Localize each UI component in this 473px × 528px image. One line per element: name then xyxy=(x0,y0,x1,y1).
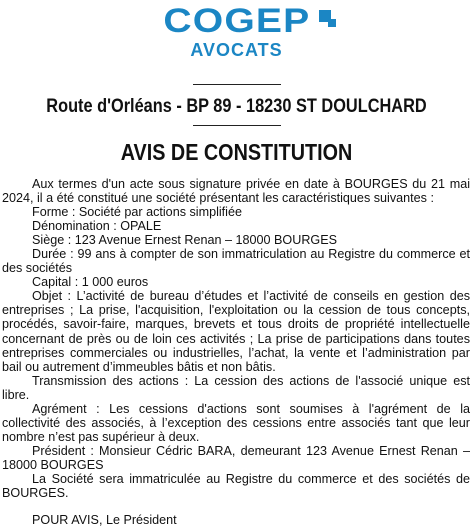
logo-subtitle: AVOCATS xyxy=(190,40,283,60)
notice-body xyxy=(2,177,470,527)
paragraph-forme: Forme : Société par actions simplifiée xyxy=(32,205,242,220)
paragraph-capital: Capital : 1 000 euros xyxy=(32,275,149,290)
paragraph-siege: Siège : 123 Avenue Ernest Renan – 18000 BOURGES xyxy=(32,233,338,248)
signature-line: POUR AVIS, Le Président xyxy=(32,513,177,528)
divider-middle xyxy=(193,125,281,126)
firm-address: Route d'Orléans - BP 89 - 18230 ST DOULCHARD xyxy=(46,96,427,117)
paragraph-duree: Durée : 99 ans à compter de son immatriculation au Registre du commerce et des sociétés xyxy=(2,247,470,276)
logo-wordmark: COGEP xyxy=(163,2,310,40)
paragraph-immatriculation: La Société sera immatriculée au Registre du commerce et des sociétés de BOURGES. xyxy=(2,471,470,501)
logo-square-mark-icon xyxy=(319,10,339,30)
paragraph-president: Président : Monsieur Cédric BARA, demeurant 123 Avenue Ernest Renan – 18000 BOURGES xyxy=(2,443,470,472)
paragraph-intro: Aux termes d'un acte sous signature privée en date à BOURGES du 21 mai 2024, il a été constitué une société présentant les caractéristiques suivantes : xyxy=(2,177,470,206)
paragraph-transmission: Transmission des actions : La cession des actions de l'associé unique est libre. xyxy=(2,373,470,402)
paragraph-objet: Objet : L’activité de bureau d’études et l’activité de conseils en gestion des entreprises ; La prise, l'acquisition, l'exploitation ou la cession de tous concepts, procédés, savoir-faire, marques, brevets et tous droits de propriété intellectuelle concernant de près ou de loin ces activités ; La prise de participations dans toutes entreprises commerciales ou industrielles, l’achat, la vente et l’administration par bail ou autrement d’immeubles bâtis et non bâtis. xyxy=(2,289,470,374)
cogep-logo xyxy=(0,4,473,61)
divider-top xyxy=(193,84,281,85)
paragraph-agrement: Agrément : Les cessions d'actions sont soumises à l'agrément de la collectivité des associés, à l’exception des cessions entre associés tant que leur nombre n’est pas supérieur à deux. xyxy=(2,401,470,444)
notice-heading: AVIS DE CONSTITUTION xyxy=(120,139,353,165)
paragraph-denomination: Dénomination : OPALE xyxy=(32,219,162,234)
